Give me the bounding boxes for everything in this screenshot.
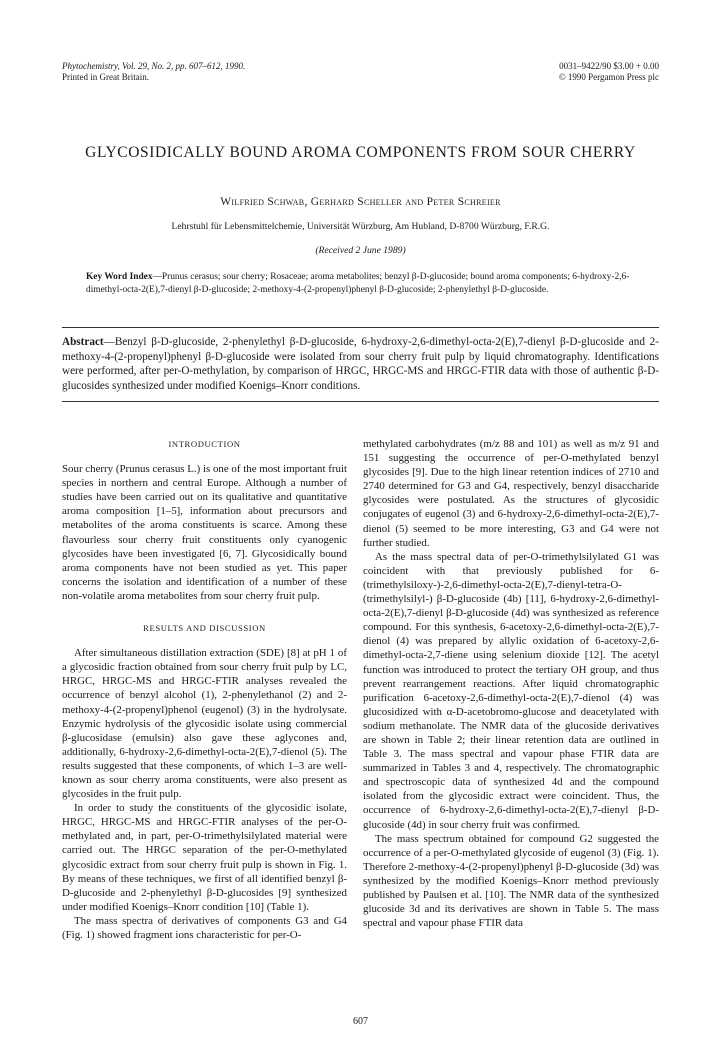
- section-heading-results: RESULTS AND DISCUSSION: [143, 623, 266, 634]
- right-paragraph-1: methylated carbohydrates (m/z 88 and 101) as well as m/z 91 and 151 suggesting the occurrence of per-O-methylated benzyl glycosides [9]. Due to the high linear retention indices of 2710 and 2740 determined for G3 and G4, respectively, benzyl disaccharide glycosides were postulated. As the structures of glycosidic conjugates of eugenol (3) and 6-hydroxy-2,6-dimethyl-octa-2(E),7-dienol (5) seemed to be more interesting, G3 and G4 were not further studied.: [363, 438, 659, 549]
- abstract-text: —Benzyl β-D-glucoside, 2-phenylethyl β-D-glucoside, 6-hydroxy-2,6-dimethyl-octa-2(E),7-dienyl β-D-glucoside and 2-methoxy-4-(2-propenyl)phenyl β-D-glucoside were isolated from sour cherry fruit pulp by liquid chromatography. Identifications were performed, after per-O-methylation, by comparison of HRGC, HRGC-MS and HRGC-FTIR data with those of authentic β-D-glucosides synthesized under modified Koenigs–Knorr conditions.: [62, 336, 659, 392]
- price-code: 0031–9422/90 $3.00 + 0.00: [559, 61, 659, 71]
- running-header-right: [559, 61, 659, 83]
- received-date: (Received 2 June 1989): [315, 245, 406, 256]
- right-paragraph-3: The mass spectrum obtained for compound G2 suggested the occurrence of a per-O-methylated glycoside of eugenol (3) (Fig. 1). Therefore 2-methoxy-4-(2-propenyl)phenyl β-D-glucoside (3d) was synthesized by the modified Koenigs–Knorr method previously published by Paulsen et al. [10]. The NMR data of the synthesized glucoside 3d and its derivatives are shown in Table 5. The mass spectral and vapour phase FTIR data: [363, 832, 659, 930]
- section-heading-introduction: INTRODUCTION: [168, 439, 241, 449]
- results-paragraph-3: The mass spectra of derivatives of components G3 and G4 (Fig. 1) showed fragment ions characteristic for per-O-: [62, 914, 347, 941]
- article-title: GLYCOSIDICALLY BOUND AROMA COMPONENTS FROM SOUR CHERRY: [85, 144, 636, 161]
- page-number: 607: [353, 1016, 368, 1027]
- rule-top: [62, 327, 659, 328]
- right-paragraph-2: As the mass spectral data of per-O-trimethylsilylated G1 was coincident with that previously published for 6-(trimethylsiloxy-)-2,6-dimethyl-octa-2(E),7-dienyl-tetra-O-(trimethylsilyl-) β-D-glucoside (4b) [11], 6-hydroxy-2,6-dimethyl-octa-2(E),7-dienyl β-D-glucoside (4d) was synthesized as reference compound. For this synthesis, 6-acetoxy-2,6-dimethyl-octa-2(E),7-dienol (4) was prepared by allylic oxidation of 6-acetoxy-2,6-dimethyl-octa-2,7-diene using selenium dioxide [12]. The acetyl function was introduced to protect the tertiary OH group, and thus prevent rearrangement reactions. After liquid chromatographic purification 6-acetoxy-2,6-dimethyl-octa-2(E),7-dienol (4) was glucosidized with α-D-acetobromo-glucose and deacetylated with sodium methanolate. The NMR data of the glucoside derivatives are shown in Table 2; their linear retention data are outlined in Table 3. The mass spectral and vapour phase FTIR data are summarized in Tables 3 and 4, respectively. The chromatographic and spectroscopic data of synthesized 4d and the compound isolated from the glycosidic extract were coincident. Thus, the occurrence of 6-hydroxy-2,6-dimethyl-octa-2(E),7-dienyl β-D-glucoside (4d) in sour cherry fruit was confirmed.: [363, 550, 659, 831]
- rule-bottom: [62, 401, 659, 402]
- running-header-left: [62, 61, 245, 83]
- keyword-heading: Key Word Index: [86, 272, 153, 282]
- intro-paragraph: Sour cherry (Prunus cerasus L.) is one of the most important fruit species in northern and central Europe. Although a number of studies have been carried out on its qualitative and quantitative aroma composition [1–5], information about precursors and metabolites of the aroma constituents is scarce. Among these flavourless sour cherry fruit constituents only cyanogenic glycosides have been investigated [6, 7]. Glycosidically bound aroma components have not been studied as yet. This paper concerns the isolation and identification of a number of these non-volatile aroma metabolites from sour cherry fruit pulp.: [62, 463, 347, 602]
- journal-citation: Phytochemistry, Vol. 29, No. 2, pp. 607–612, 1990.: [62, 61, 246, 71]
- affiliation: Lehrstuhl für Lebensmittelchemie, Universität Würzburg, Am Hubland, D-8700 Würzburg, F.R.G.: [171, 221, 550, 232]
- copyright-line: © 1990 Pergamon Press plc: [558, 72, 659, 82]
- printed-in: Printed in Great Britain.: [62, 72, 149, 82]
- author-list: Wilfried Schwab, Gerhard Scheller and Peter Schreier: [220, 196, 501, 208]
- abstract-heading: Abstract: [62, 336, 104, 348]
- abstract: [62, 335, 659, 393]
- keyword-index: [86, 271, 636, 298]
- left-column: [62, 437, 347, 942]
- results-paragraph-2: In order to study the constituents of the glycosidic isolate, HRGC, HRGC-MS and HRGC-FTIR analyses of the per-O-methylated and, in part, per-O-trimethylsilylated material were carried out. The HRGC separation of the per-O-methylated glycosidic extract from sour cherry fruit pulp is shown in Fig. 1. By means of these techniques, we first of all identified benzyl β-D-glucoside and 2-phenylethyl β-D-glucosides [9] synthesized under modified Koenigs–Knorr condition [10] (Table 1).: [62, 802, 347, 913]
- keyword-text: —Prunus cerasus; sour cherry; Rosaceae; aroma metabolites; benzyl β-D-glucoside; bound aroma components; 6-hydroxy-2,6-dimethyl-octa-2(E),7-dienyl β-D-glucoside; 2-methoxy-4-(2-propenyl)phenyl β-D-glucoside; 2-phenylethyl β-D-glucoside.: [86, 272, 630, 296]
- results-paragraph-1: After simultaneous distillation extraction (SDE) [8] at pH 1 of a glycosidic fraction obtained from sour cherry fruit pulp by LC, HRGC, HRGC-MS and HRGC-FTIR analyses revealed the occurrence of benzyl alcohol (1), 2-phenylethanol (2) and 2-methoxy-4-(2-propenyl)phenol (eugenol) (3) in the hydrolysate. Enzymic hydrolysis of the glycosidic isolate using commercial β-glucosidase (emulsin) also gave these aglycones and, additionally, 6-hydroxy-2,6-dimethyl-octa-2(E),7-dienol (5). The results suggested that these components, of which 1–3 are well-known as sour cherry aroma constituents, were also present as glycosides in the fruit pulp.: [62, 647, 347, 801]
- right-column: [363, 437, 659, 930]
